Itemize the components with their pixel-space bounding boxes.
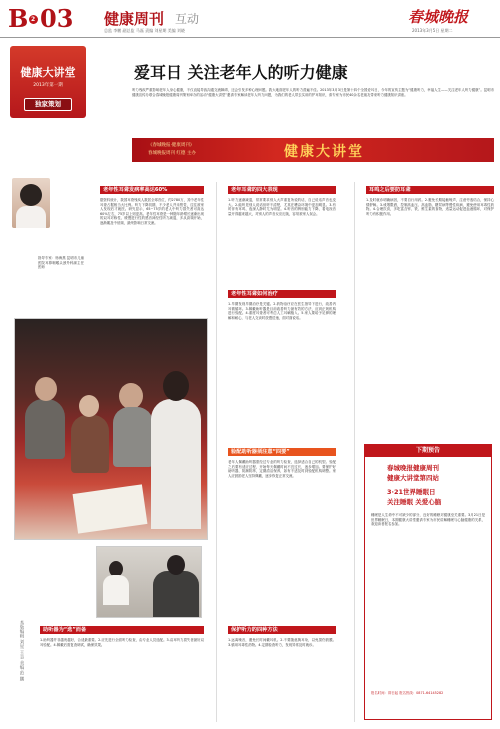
section-body: 1.助听器并非越贵越好，合适最重要。2.应先进行全面听力检查，由专业人员选配。3.双耳听力损失者最好双耳验配。4.佩戴后需复查调试，确保效果。 (40, 638, 204, 647)
editor-credits: 总监 李鹏 副总监 马磊 责编 刘星期 美编 刘晓 (104, 28, 185, 33)
intro-paragraph: 听力残疾严重影响老年人身心健康，不仅直接导致沟通交流障碍，还会引发多种心理问题。我大地面老年人的听力普遍不佳。2013年3月3日是第十四个全国爱耳日，今年的宣传主题为“健康听力，幸福人生——关注老年人听力健康”。昆明市健康宣传办联合春城晚报健康周刊策划举办的活动“健康大讲堂”邀请专家解读老年人听力问题，为我们的老人带去实用的护耳知识，请专家为市民40余名老朋友带来听力健康知识讲座。 (132, 88, 494, 97)
banner-organizer: 春城晚报周刊 红德 主办 (148, 151, 196, 156)
section-body: 1.早期发现早期治疗是关键。2.药物治疗应在医生指导下进行，改善内耳微循环。3.佩戴助听器是目前改善听力最有效的方法，应到正规机构进行验配。4.重度耳聋者可考虑人工耳蜗植入。5.家人要给予足够的理解和耐心，与老人交谈时放慢语速，面对面说话。 (228, 302, 336, 320)
section-heading: 老年耳聋的四大表现 (228, 186, 336, 194)
section-heading: 验配助听器须注意“四要” (228, 448, 336, 456)
next-issue-header: 下期预告 (365, 445, 491, 457)
subsection-title: 互动 (175, 12, 200, 26)
section-body: 1.远离噪音，避免长时间戴耳机。2.不要随意掏耳朵，以免损伤鼓膜。3.慎用耳毒性药物。4.定期检查听力，发现异常及时就诊。 (228, 638, 336, 647)
column-divider (216, 182, 217, 722)
page-number: 03 (40, 4, 74, 33)
section-body: 1.及时就诊明确病因，不要自行用药。2.避免长期接触噪声，注意劳逸结合，保持心情舒畅。3.戒烟限酒，控制高血压、高血脂、糖尿病等慢性疾病，避免使用耳毒性药物。4.合理饮食，多吃富含锌、铁、维生素的食物，适量运动促进血液循环，对保护听力有积极作用。 (366, 198, 494, 216)
expert-photo (12, 178, 50, 228)
next-issue-title-line1: 春城晚报健康周刊 (387, 464, 439, 472)
next-issue-signup: 报名时间：即日起 报名热线：0871-64145282 (371, 691, 444, 695)
next-issue-subtitle-line2: 关注睡眠 关爱心脑 (387, 498, 442, 506)
section-heading: 保护听力的四种方法 (228, 626, 336, 634)
headline: 爱耳日 关注老年人的听力健康 (134, 63, 348, 82)
page-letter: B (8, 4, 29, 33)
column-divider (354, 182, 355, 722)
section-heading: 耳鸣之后要防耳聋 (366, 186, 494, 194)
section-body: 据资料统计，我国耳聋残疾人数居全球首位，约2780万，其中老年性耳聋占据相当大比例。听力下降初期，不少老人并未察觉，往往被家人发现后才就医。研究显示，65~75岁的老人中听力损失者可高达60%左右，75岁以上则更高。老年性耳聋是一种随年龄增长逐渐出现的双耳对称性、缓慢进行性的感音神经性听力减退，多从高频开始，逐渐累及中低频，最终影响日常交流。 (100, 198, 204, 225)
section-heading: 助听器为“选”而备 (40, 626, 204, 634)
column-logo (10, 46, 86, 118)
audience-photo (14, 318, 208, 540)
issue-date: 2013年3月5日 星期二 (412, 28, 453, 33)
next-issue-body: 睡眠是人生命中不可缺少的部分，良好的睡眠对健康至关重要。3月21日是世界睡眠日，本期健康大讲堂邀请专家为市民讲解睡眠与心脑健康的关系，欢迎读者报名参加。 (371, 513, 485, 527)
vertical-credits: 本版编辑 刘星 王志 美编 范 鹏 (19, 620, 24, 682)
next-issue-title-line2: 健康大讲堂第四站 (387, 474, 439, 482)
event-banner (132, 138, 494, 162)
section-title: 健康周刊 (104, 10, 165, 28)
section-heading: 老年性耳聋如何治疗 (228, 290, 336, 298)
banner-tagline: 《春城晚报·健康周刊》 (148, 143, 195, 148)
section-heading: 老年性耳聋发病率高达60% (100, 186, 204, 194)
next-issue-box (364, 444, 492, 720)
exclusive-badge: 独家策划 (24, 98, 72, 111)
next-issue-subtitle-line1: 3·21世界睡眠日 (387, 488, 436, 496)
section-body: 1.听力逐渐减退，常常要求别人大声重复所说的话，自己说话声音也变大。2.能听见别人说话但听不清楚，尤其在嘈杂环境中更加明显。3.有时伴有耳鸣，夜深人静时尤为明显。4.听音的辨别能力下降，看电视音量开得越来越大，对别人的声音反应迟钝，容易被家人误会。 (228, 198, 336, 216)
banner-title: 健康大讲堂 (284, 144, 364, 160)
column-subtitle: 2013年第一期 (33, 83, 63, 88)
section-body: 老年人佩戴助听器需经过专业的听力检查，选择适合自己的机型。验配之后要有适应过程，开始每天佩戴时间不宜过长，逐步增加。要保护好助听器，防潮防摔，定期清洁保养，如有不适及时到验配机构调整。家人应鼓励老人坚持佩戴，逐步恢复正常交流。 (228, 460, 336, 478)
paper-name: 春城晚报 (408, 8, 469, 26)
page-dot-number: 2 (31, 16, 36, 23)
masthead (0, 0, 500, 38)
column-title: 健康大讲堂 (20, 66, 76, 79)
speaker-photo (96, 546, 202, 618)
expert-caption: 指导专家：杨海燕 昆明市儿童医院耳鼻咽喉头颈外科副主任医师 (38, 256, 84, 270)
